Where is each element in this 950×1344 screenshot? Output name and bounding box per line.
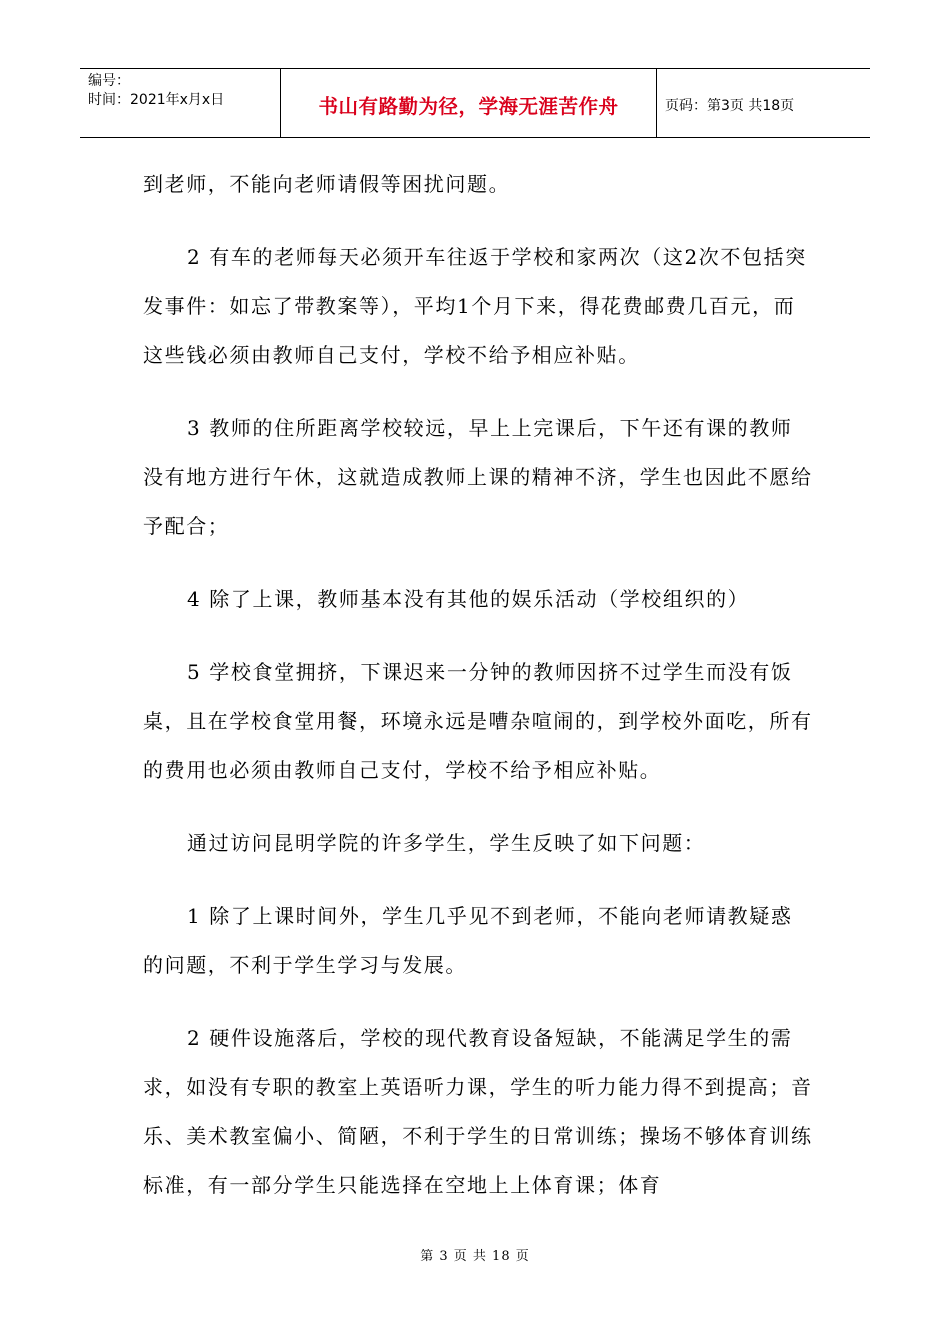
paragraph-teacher-issue-3: 3 教师的住所距离学校较远，早上上完课后，下午还有课的教师没有地方进行午休，这就造成教师上课的精神不济，学生也因此不愿给予配合； — [143, 416, 813, 538]
paragraph-student-intro: 通过访问昆明学院的许多学生，学生反映了如下问题： — [187, 831, 706, 855]
paragraph-teacher-issue-2: 2 有车的老师每天必须开车往返于学校和家两次（这2次不包括突发事件：如忘了带教案等），平均1个月下来，得花费邮费几百元，而这些钱必须由教师自己支付，学校不给予相应补贴。 — [143, 245, 807, 367]
header-page-info: 页码：第3页 共18页 — [665, 97, 795, 114]
paragraph-teacher-issue-5: 5 学校食堂拥挤，下课迟来一分钟的教师因挤不过学生而没有饭桌，且在学校食堂用餐，环境永远是嘈杂喧闹的，到学校外面吃，所有的费用也必须由教师自己支付，学校不给予相应补贴。 — [143, 660, 813, 782]
paragraph-student-issue-1: 1 除了上课时间外，学生几乎见不到老师，不能向老师请教疑惑的问题，不利于学生学习与发展。 — [143, 904, 793, 977]
document-time-label: 时间：2021年x月x日 — [88, 92, 225, 108]
paragraph-student-issue-2: 2 硬件设施落后，学校的现代教育设备短缺，不能满足学生的需求，如没有专职的教室上英语听力课，学生的听力能力得不到提高；音乐、美术教室偏小、简陋，不利于学生的日常训练；操场不够体育训练标准，有一部分学生只能选择在空地上上体育课；体育 — [143, 1026, 813, 1197]
page-header — [80, 68, 870, 138]
paragraph-continuation: 到老师，不能向老师请假等困扰问题。 — [143, 172, 511, 196]
page-footer: 第 3 页 共 18 页 — [420, 1249, 530, 1264]
paragraph-teacher-issue-4: 4 除了上课，教师基本没有其他的娱乐活动（学校组织的） — [187, 587, 750, 611]
document-number-label: 编号： — [88, 73, 130, 89]
header-meta — [80, 69, 281, 137]
header-motto: 书山有路勤为径，学海无涯苦作舟 — [281, 69, 657, 137]
